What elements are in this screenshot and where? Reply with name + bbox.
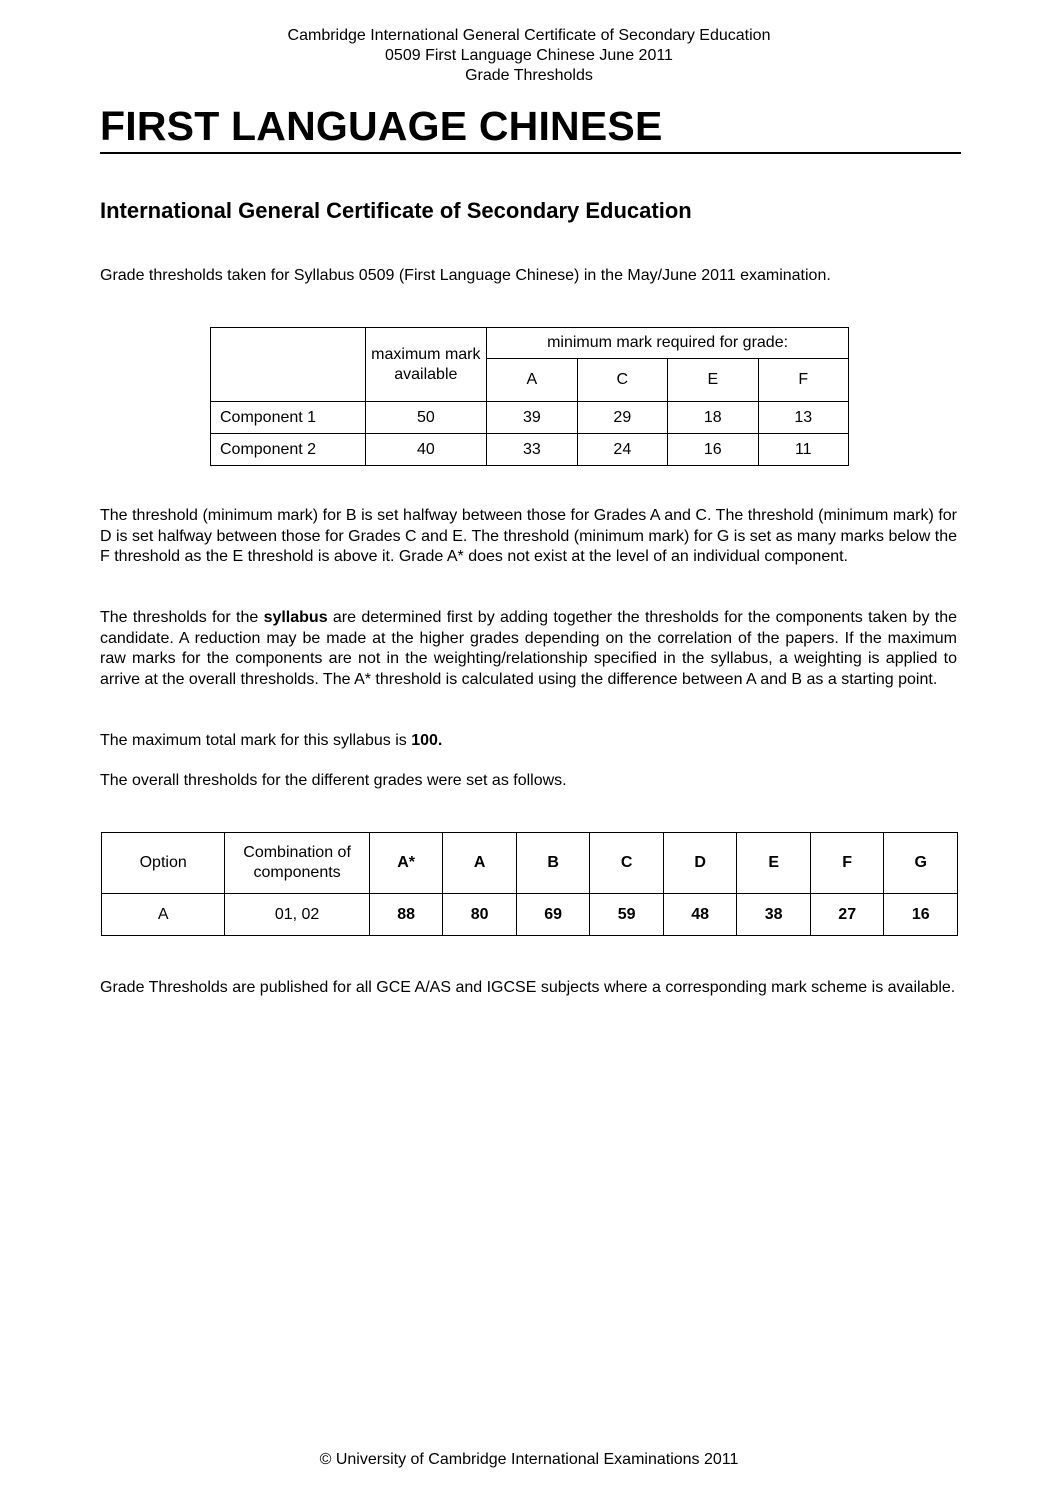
grade-value: 13 [758,402,849,434]
grade-header: G [884,833,958,894]
header-line-3: Grade Thresholds [465,67,593,84]
max-mark-value: 50 [365,402,487,434]
header-line-1: Cambridge International General Certificate of Secondary Education [287,27,771,44]
component-label: Component 2 [211,434,366,466]
grade-header: A* [369,833,443,894]
grade-header: A [443,833,517,894]
grade-value: 24 [577,434,667,466]
max-mark-value: 40 [365,434,487,466]
empty-header-cell [211,328,366,402]
grade-value: 33 [487,434,577,466]
para2-text-after: are determined first by adding together the thresholds for the components taken by the candidate. A reduction may be made at the higher grades depending on the correlation of the papers. If the maximum raw marks for the components are not in the weighting/relationship specified in the syllabus, a weighting is applied to arrive at the overall thresholds. The A* threshold is calculated using the difference between A and B as a starting point. [100,609,957,688]
grade-value: 11 [758,434,849,466]
overall-thresholds-table [101,832,958,936]
grade-header-a: A [487,359,577,402]
overall-thresholds-intro: The overall thresholds for the different grades were set as follows. [100,772,567,789]
grade-header: B [516,833,590,894]
title-divider [100,152,961,154]
grade-header-e: E [668,359,758,402]
min-mark-header: minimum mark required for grade: [487,328,849,359]
header-line-2: 0509 First Language Chinese June 2011 [385,47,673,64]
grade-header: F [810,833,884,894]
threshold-value: 59 [590,894,664,936]
grade-header-f: F [758,359,849,402]
page-subtitle: International General Certificate of Secondary Education [100,198,692,223]
grade-value: 39 [487,402,577,434]
grade-header: D [663,833,737,894]
copyright-notice: © University of Cambridge International Examinations 2011 [319,1451,739,1468]
combination-header: Combination of components [225,833,370,894]
grade-value: 16 [668,434,758,466]
max-total-text: The maximum total mark for this syllabus is [100,732,412,749]
combination-value: 01, 02 [225,894,370,936]
intro-paragraph: Grade thresholds taken for Syllabus 0509 (First Language Chinese) in the May/June 2011 examination. [100,267,831,284]
table-row [211,402,849,434]
option-value: A [102,894,225,936]
table-row [211,434,849,466]
threshold-value: 88 [369,894,443,936]
grade-value: 29 [577,402,667,434]
threshold-value: 27 [810,894,884,936]
option-header: Option [102,833,225,894]
component-thresholds-table [210,327,849,466]
para2-bold-syllabus: syllabus [263,609,328,626]
para2-text-before: The thresholds for the [100,609,264,626]
threshold-explanation-paragraph: The threshold (minimum mark) for B is set halfway between those for Grades A and C. The threshold (minimum mark) for D is set halfway between those for Grades C and E. The threshold (minimum mark) for G is set as many marks below the F threshold as the E threshold is above it. Grade A* does not exist at the level of an individual component. [100,507,957,565]
threshold-value: 16 [884,894,958,936]
threshold-value: 80 [443,894,517,936]
grade-header: E [737,833,811,894]
threshold-value: 38 [737,894,811,936]
component-label: Component 1 [211,402,366,434]
syllabus-thresholds-paragraph [100,608,957,690]
page-title: FIRST LANGUAGE CHINESE [100,103,663,149]
max-mark-header: maximum mark available [365,328,487,402]
footnote-paragraph: Grade Thresholds are published for all GCE A/AS and IGCSE subjects where a corresponding mark scheme is available. [100,979,956,996]
threshold-value: 69 [516,894,590,936]
grade-header-c: C [577,359,667,402]
grade-header: C [590,833,664,894]
grade-value: 18 [668,402,758,434]
document-header [0,26,1058,86]
threshold-value: 48 [663,894,737,936]
max-total-value: 100. [411,732,443,749]
table-row [102,894,958,936]
max-total-line [100,731,957,752]
